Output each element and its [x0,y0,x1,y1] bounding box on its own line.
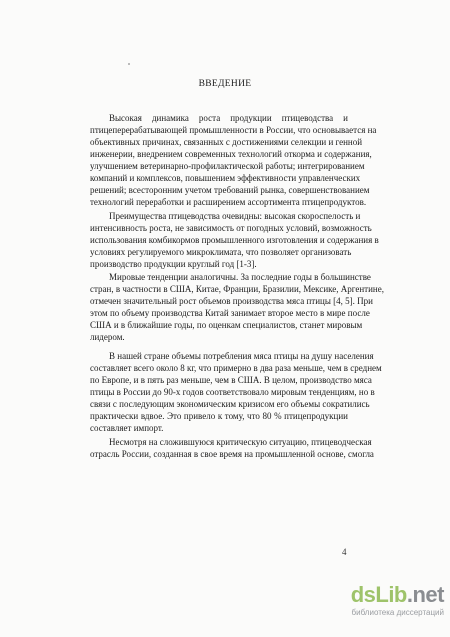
text-line: улучшением ветеринарно-профилактической работы; интегрированием [90,161,365,171]
text-line: составляет всего около 8 кг, что примерно в два раза меньше, чем в среднем [90,363,382,373]
text-line: практически вдвое. Это привело к тому, что 80 % птицепродукции [90,411,348,421]
dslib-logo [334,583,444,607]
text-line: отмечен значительный рост объемов производства мяса птицы [4, 5]. При [90,296,373,306]
watermark-subtitle: библиотека диссертаций [351,608,444,617]
text-line: условиях регулируемого микроклимата, что позволяет организовать [90,247,352,257]
logo-part-2: .net [406,582,444,607]
text-line: составляет импорт. [90,423,164,433]
logo-part-1: dsLib [350,582,407,607]
text-line: этом по объему производства Китай занимает второе место в мире после [90,308,370,318]
page-title: ВВЕДЕНИЕ [198,79,252,89]
text-line: стран, в частности в США, Китае, Франции, Бразилии, Мексике, Аргентине, [90,284,384,294]
text-line: отрасль России, созданная в свое время на промышленной основе, смогла [90,449,374,459]
text-line: Мировые тенденции аналогичны. За последние годы в большинстве [109,272,371,282]
text-line: лидером. [90,332,125,342]
text-line: Преимущества птицеводства очевидны: высокая скороспелость и [109,211,361,221]
page-number: 4 [342,547,347,557]
text-line: Высокая динамика роста продукции птицеводства и [109,113,348,123]
text-line: птицеперерабатывающей промышленности в России, что основывается на [90,125,377,135]
watermark [334,583,444,617]
text-line: технологий переработки и расширением ассортимента птицепродуктов. [90,197,367,207]
text-line: решений; всесторонним учетом требований рынка, совершенствованием [90,185,370,195]
text-line: по Европе, и в пять раз меньше, чем в США. В целом, производство мяса [90,375,372,385]
text-line: компаний и комплексов, повышением эффективности управленческих [90,173,361,183]
text-line: использования комбикормов промышленного изготовления и содержания в [90,235,379,245]
text-line: инженерии, внедрением современных технологий откорма и содержания, [90,149,372,159]
text-line: объективных причинах, связанных с достижениями селекции и генной [90,137,363,147]
text-line: В нашей стране объемы потребления мяса птицы на душу населения [109,351,374,361]
text-line: связи с последующим экономическим кризисом его объемы сократились [90,399,370,409]
text-line: птицы в России до 90-х годов соответствовало мировым тенденциям, но в [90,387,375,397]
text-line: США и в ближайшие годы, по оценкам специалистов, станет мировым [90,320,363,330]
text-line: производство продукции круглый год [1-3]. [90,259,257,269]
text-line: интенсивность роста, не зависимость от погодных условий, возможность [90,223,372,233]
scan-speck [128,63,130,65]
text-line: Несмотря на сложившуюся критическую ситуацию, птицеводческая [109,437,372,447]
